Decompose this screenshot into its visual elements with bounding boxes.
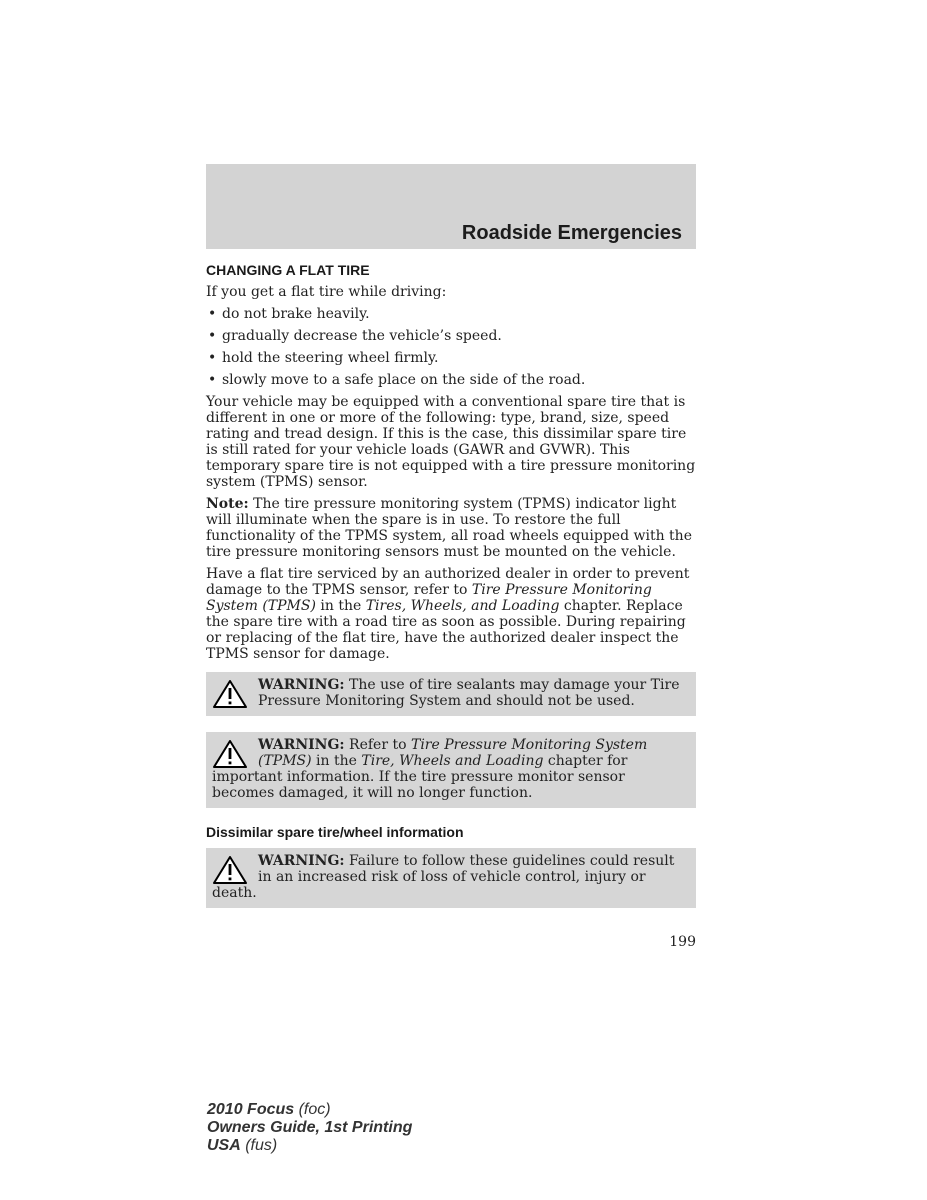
service-ref-tpms: Tire Pressure Monitoring System (TPMS) — [206, 582, 652, 614]
service-text-1: Have a flat tire serviced by an authorized dealer in order to prevent damage to the TPMS sensor, refer to — [206, 566, 690, 598]
footer-market-code: (fus) — [240, 1137, 278, 1154]
bullet-item: • do not brake heavily. — [206, 306, 696, 322]
warning-triangle-icon — [212, 679, 248, 709]
footer-printing: Owners Guide, 1st Printing — [207, 1119, 413, 1136]
page-number: 199 — [669, 934, 696, 950]
note-label: Note: — [206, 496, 249, 512]
warning-text: The use of tire sealants may damage your Tire Pressure Monitoring System and should not be used. — [258, 677, 680, 709]
section-header-band — [206, 164, 696, 249]
footer-printing-info — [207, 1101, 412, 1155]
section-header-title: Roadside Emergencies — [461, 222, 682, 244]
warning-label: WARNING: — [258, 677, 345, 693]
warning-text-3: chapter for important information. If the tire pressure monitor sensor becomes damaged, it will no longer function. — [212, 753, 628, 801]
warning-box-sealants — [206, 672, 696, 716]
warning-triangle-icon — [212, 855, 248, 885]
warning-ref-chapter: Tire, Wheels and Loading — [361, 753, 544, 769]
service-text-2: in the — [315, 598, 366, 614]
bullet-item: • hold the steering wheel firmly. — [206, 350, 696, 366]
intro-text: If you get a flat tire while driving: — [206, 284, 447, 300]
warning-ref-tpms: Tire Pressure Monitoring System (TPMS) — [258, 737, 648, 769]
warning-text-2: in the — [311, 753, 362, 769]
bullet-list — [206, 306, 696, 388]
warning-box-tpms-reference — [206, 732, 696, 808]
warning-triangle-icon — [212, 739, 248, 769]
warning-label: WARNING: — [258, 737, 345, 753]
page-content — [206, 262, 696, 924]
service-ref-chapter: Tires, Wheels, and Loading — [365, 598, 560, 614]
service-text-3: chapter. Replace the spare tire with a road tire as soon as possible. During repairing or replacing of the flat tire, have the authorized dealer inspect the TPMS sensor for damage. — [206, 598, 686, 662]
note-paragraph — [206, 496, 696, 560]
warning-box-guidelines — [206, 848, 696, 908]
bullet-item: • gradually decrease the vehicle’s speed. — [206, 328, 696, 344]
footer-model: 2010 Focus — [207, 1101, 295, 1118]
service-paragraph — [206, 566, 696, 662]
warning-text: Failure to follow these guidelines could result in an increased risk of loss of vehicle control, injury or death. — [212, 853, 675, 901]
spare-tire-paragraph: Your vehicle may be equipped with a conventional spare tire that is different in one or more of the following: type, brand, size, speed rating and tread design. If this is the case, this dissimilar spare tire is still rated for your vehicle loads (GAWR and GVWR). This temporary spare tire is not equipped with a tire pressure monitoring system (TPMS) sensor. — [206, 394, 696, 490]
warning-label: WARNING: — [258, 853, 345, 869]
warning-text-1: Refer to — [344, 737, 411, 753]
subsection-title: Dissimilar spare tire/wheel information — [206, 824, 464, 840]
note-text: The tire pressure monitoring system (TPMS) indicator light will illuminate when the spare is in use. To restore the full functionality of the TPMS system, all road wheels equipped with the tire pressure monitoring sensors must be mounted on the vehicle. — [206, 496, 692, 560]
section-title: CHANGING A FLAT TIRE — [206, 262, 370, 278]
footer-market: USA — [207, 1137, 241, 1154]
footer-model-code: (foc) — [294, 1101, 331, 1118]
bullet-item: • slowly move to a safe place on the side of the road. — [206, 372, 696, 388]
